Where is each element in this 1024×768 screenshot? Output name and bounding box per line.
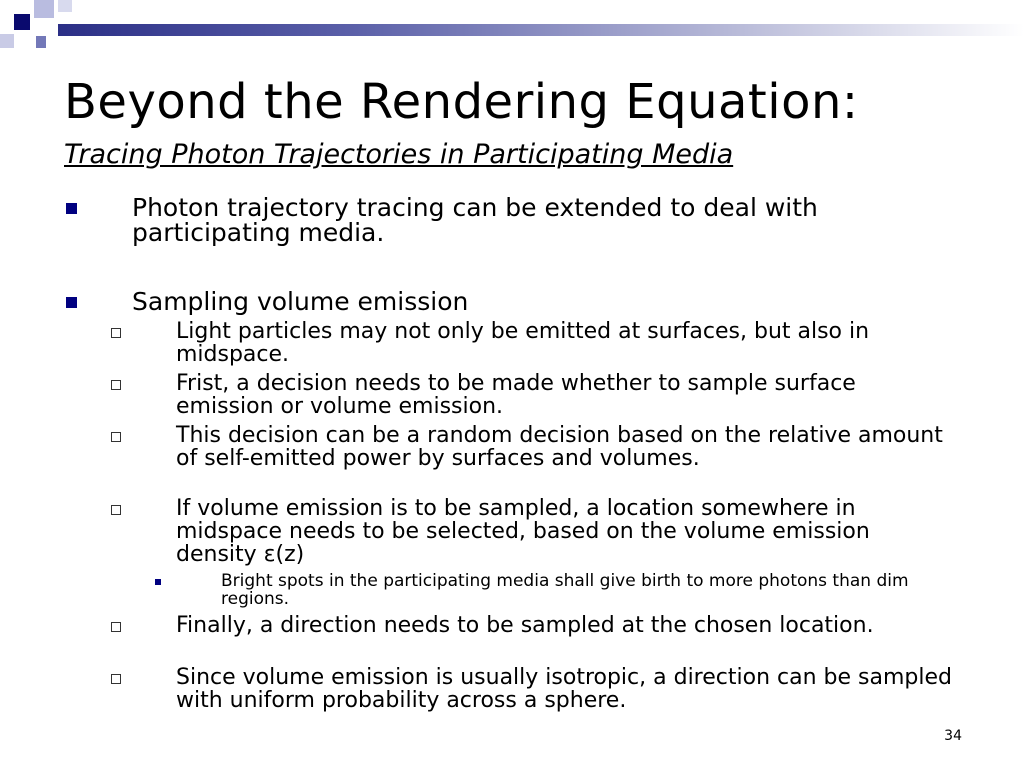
sub-bullet-item: Since volume emission is usually isotropic, a direction can be sampled with uniform probability across a sphere. xyxy=(176,665,952,713)
hollow-square-icon xyxy=(111,328,121,338)
slide-title: Beyond the Rendering Equation: xyxy=(64,74,859,130)
bullet-square-icon xyxy=(66,203,77,214)
deco-square-light xyxy=(34,0,54,18)
header-decoration xyxy=(0,0,1024,60)
sub-bullet-item: Frist, a decision needs to be made whether to sample surface emission or volume emission. xyxy=(176,371,856,419)
deco-square-light xyxy=(0,34,14,48)
small-square-icon xyxy=(155,579,161,585)
bullet-item: Sampling volume emission xyxy=(132,287,469,316)
sub-bullet-item: Light particles may not only be emitted at surfaces, but also in midspace. xyxy=(176,319,870,367)
sub-sub-bullet-item: Bright spots in the participating media shall give birth to more photons than dim regions. xyxy=(221,571,909,609)
hollow-square-icon xyxy=(111,432,121,442)
hollow-square-icon xyxy=(111,622,121,632)
deco-square-faint xyxy=(58,0,72,12)
bullet-item: Photon trajectory tracing can be extended to deal with participating media. xyxy=(132,193,818,247)
sub-bullet-item: This decision can be a random decision based on the relative amount of self-emitted power by surfaces and volumes. xyxy=(176,423,943,471)
sub-bullet-item: If volume emission is to be sampled, a location somewhere in midspace needs to be selected, based on the volume emission density ε(z) xyxy=(176,496,870,567)
slide-subtitle: Tracing Photon Trajectories in Participating Media xyxy=(64,139,734,170)
page-number: 34 xyxy=(944,728,962,744)
hollow-square-icon xyxy=(111,674,121,684)
header-gradient-bar xyxy=(58,24,1024,36)
bullet-square-icon xyxy=(66,297,77,308)
hollow-square-icon xyxy=(111,380,121,390)
hollow-square-icon xyxy=(111,505,121,515)
deco-square-dark xyxy=(14,14,30,30)
sub-bullet-item: Finally, a direction needs to be sampled at the chosen location. xyxy=(176,613,874,638)
deco-square-mid xyxy=(36,36,46,48)
